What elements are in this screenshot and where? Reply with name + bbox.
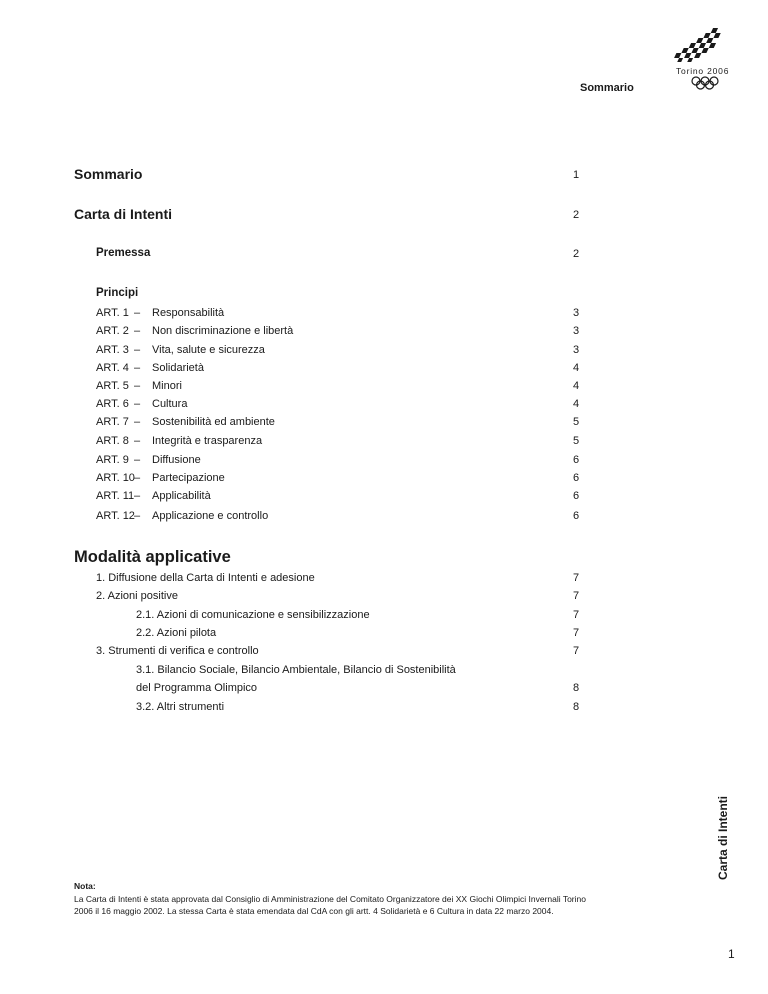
article-page: 6	[573, 490, 580, 502]
article-dash: –	[134, 435, 141, 447]
article-dash: –	[134, 454, 141, 466]
toc-modalita-subitem[interactable]: 2.2. Azioni pilota	[136, 627, 217, 639]
toc-modalita-subitem[interactable]: 3.2. Altri strumenti	[136, 701, 225, 713]
article-title: Cultura	[152, 398, 188, 410]
article-page: 4	[573, 362, 580, 374]
toc-modalita-page: 7	[573, 645, 580, 657]
article-title: Vita, salute e sicurezza	[152, 344, 265, 356]
article-dash: –	[134, 416, 141, 428]
toc-modalita-page: 8	[573, 682, 580, 694]
note-title: Nota:	[74, 881, 96, 891]
toc-article-row[interactable]	[96, 325, 596, 339]
article-number: ART. 1	[96, 307, 129, 319]
toc-article-row[interactable]	[96, 362, 596, 376]
toc-article-row[interactable]	[96, 380, 596, 394]
article-number: ART. 8	[96, 435, 129, 447]
toc-modalita-subitem[interactable]: 2.1. Azioni di comunicazione e sensibilizzazione	[136, 609, 370, 621]
article-number: ART. 12	[96, 510, 135, 522]
article-title: Applicabilità	[152, 490, 211, 502]
article-number: ART. 2	[96, 325, 129, 337]
side-section-label: Carta di Intenti	[716, 795, 730, 880]
article-dash: –	[134, 325, 141, 337]
article-page: 5	[573, 435, 580, 447]
toc-article-row[interactable]	[96, 490, 596, 504]
article-dash: –	[134, 510, 141, 522]
article-page: 6	[573, 472, 580, 484]
article-page: 4	[573, 398, 580, 410]
article-title: Diffusione	[152, 454, 201, 466]
article-number: ART. 3	[96, 344, 129, 356]
note-text: La Carta di Intenti è stata approvata dal Consiglio di Amministrazione del Comitato Organizzatore dei XX Giochi Olimpici Invernali Torino 2006 il 16 maggio 2002. La stessa Carta è stata emendata dal CdA con gli artt. 4 Solidarietà e 6 Cultura in data 22 marzo 2004.	[74, 894, 586, 916]
toc-principi-heading: Principi	[96, 287, 139, 299]
article-page: 6	[573, 454, 580, 466]
toc-modalita-item[interactable]: 3. Strumenti di verifica e controllo	[96, 645, 259, 657]
article-page: 3	[573, 344, 580, 356]
toc-premessa[interactable]: Premessa	[96, 247, 151, 259]
toc-modalita-page: 7	[573, 627, 580, 639]
article-title: Solidarietà	[152, 362, 204, 374]
article-dash: –	[134, 490, 141, 502]
article-dash: –	[134, 307, 141, 319]
toc-article-row[interactable]	[96, 510, 596, 524]
article-page: 3	[573, 307, 580, 319]
toc-article-row[interactable]	[96, 435, 596, 449]
article-title: Integrità e trasparenza	[152, 435, 263, 447]
toc-article-row[interactable]	[96, 398, 596, 412]
toc-article-row[interactable]	[96, 472, 596, 486]
toc-modalita-page: 7	[573, 572, 580, 584]
toc-modalita-page: 7	[573, 590, 580, 602]
page-number: 1	[728, 947, 735, 961]
article-number: ART. 4	[96, 362, 129, 374]
toc-modalita-subitem-continuation[interactable]: del Programma Olimpico	[136, 682, 258, 694]
toc-carta[interactable]: Carta di Intenti	[74, 206, 173, 222]
article-title: Partecipazione	[152, 472, 225, 484]
toc-carta-page: 2	[573, 209, 580, 221]
toc-article-row[interactable]	[96, 454, 596, 468]
article-title: Non discriminazione e libertà	[152, 325, 294, 337]
article-number: ART. 9	[96, 454, 129, 466]
article-title: Sostenibilità ed ambiente	[152, 416, 275, 428]
article-page: 6	[573, 510, 580, 522]
article-title: Minori	[152, 380, 182, 392]
toc-modalita-heading[interactable]: Modalità applicative	[74, 548, 231, 566]
article-page: 3	[573, 325, 580, 337]
torino-2006-logo	[668, 26, 740, 90]
article-dash: –	[134, 380, 141, 392]
toc-article-row[interactable]	[96, 307, 596, 321]
article-dash: –	[134, 344, 141, 356]
article-title: Applicazione e controllo	[152, 510, 269, 522]
toc-article-row[interactable]	[96, 344, 596, 358]
article-number: ART. 10	[96, 472, 135, 484]
article-dash: –	[134, 472, 141, 484]
toc-sommario-page: 1	[573, 169, 580, 181]
header-title: Sommario	[580, 82, 634, 94]
article-number: ART. 7	[96, 416, 129, 428]
article-number: ART. 11	[96, 490, 135, 502]
article-page: 5	[573, 416, 580, 428]
article-number: ART. 6	[96, 398, 129, 410]
toc-sommario[interactable]: Sommario	[74, 166, 143, 182]
toc-modalita-subitem[interactable]: 3.1. Bilancio Sociale, Bilancio Ambientale, Bilancio di Sostenibilità	[136, 664, 456, 676]
toc-modalita-item[interactable]: 1. Diffusione della Carta di Intenti e adesione	[96, 572, 315, 584]
toc-modalita-page: 8	[573, 701, 580, 713]
article-number: ART. 5	[96, 380, 129, 392]
article-page: 4	[573, 380, 580, 392]
article-title: Responsabilità	[152, 307, 225, 319]
logo-caption: Torino 2006	[676, 66, 730, 76]
article-dash: –	[134, 398, 141, 410]
toc-modalita-item[interactable]: 2. Azioni positive	[96, 590, 178, 602]
toc-premessa-page: 2	[573, 248, 580, 260]
article-dash: –	[134, 362, 141, 374]
toc-modalita-page: 7	[573, 609, 580, 621]
toc-article-row[interactable]	[96, 416, 596, 430]
